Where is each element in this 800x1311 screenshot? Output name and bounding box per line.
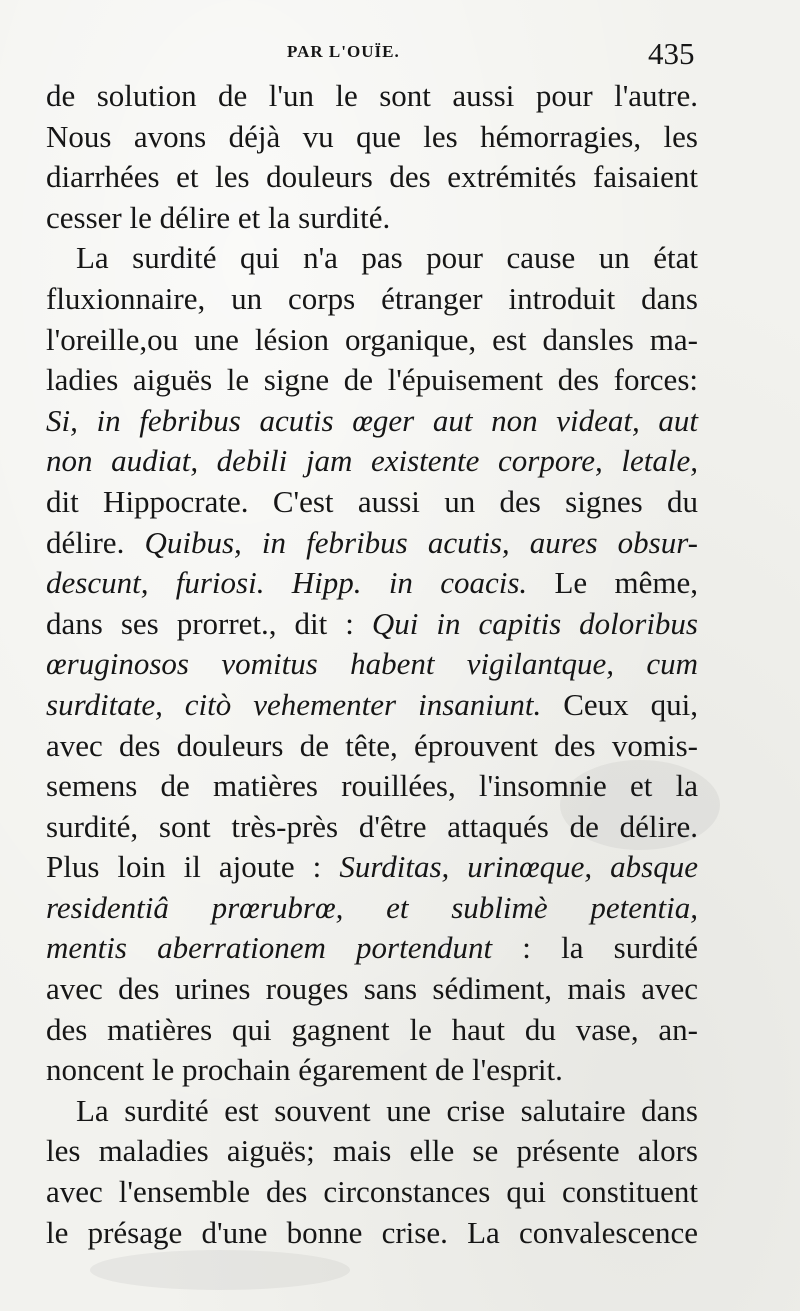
latin-quote-segment: Qui in capitis doloribus (371, 605, 698, 641)
text-segment: avec des douleurs de tête, éprouvent des vomis- (46, 727, 698, 763)
latin-quote-segment: non audiat, debili jam existente corpore, letale, (46, 443, 698, 479)
text-segment: dit Hippocrate. C'est aussi un des signes du (46, 483, 698, 519)
text-segment: dans ses prorret., dit : (46, 605, 372, 641)
text-line (46, 441, 698, 482)
text-line (46, 76, 698, 117)
text-segment: délire. (46, 524, 145, 560)
text-segment: Ceux qui, (541, 686, 698, 722)
text-segment: semens de matières rouillées, l'insomnie et la (46, 768, 698, 804)
page-number: 435 (648, 36, 695, 71)
text-line (46, 117, 698, 158)
text-line (46, 360, 698, 401)
text-line (46, 807, 698, 848)
text-segment: Plus loin il ajoute : (46, 849, 340, 885)
text-line (46, 726, 698, 767)
text-segment: des matières qui gagnent le haut du vase, an- (46, 1011, 698, 1047)
text-segment: Nous avons déjà vu que les hémorragies, les (46, 118, 698, 154)
latin-quote-segment: Surditas, urinœque, absque (339, 849, 699, 885)
text-line (46, 685, 698, 726)
text-segment: cesser le délire et la surdité. (46, 199, 391, 235)
text-line (46, 279, 698, 320)
text-segment: noncent le prochain égarement de l'esprit. (46, 1052, 563, 1088)
text-line (46, 198, 698, 239)
text-line (46, 482, 698, 523)
text-line (46, 563, 698, 604)
text-segment: avec l'ensemble des circonstances qui constituent (46, 1174, 698, 1210)
latin-quote-segment: residentiâ prœrubrœ, et sublimè petentia, (46, 889, 698, 925)
text-line (46, 928, 698, 969)
paper-stain (90, 1250, 350, 1290)
text-line (46, 604, 698, 645)
text-segment: Le même, (527, 565, 698, 601)
text-segment: avec des urines rouges sans sédiment, mais avec (46, 971, 698, 1007)
text-segment: ladies aiguës le signe de l'épuisement des forces: (46, 362, 698, 398)
text-segment: diarrhées et les douleurs des extrémités faisaient (46, 159, 698, 195)
text-line (46, 238, 698, 279)
text-line (46, 1131, 698, 1172)
latin-quote-segment: Quibus, in febribus acutis, aures obsur- (144, 524, 698, 560)
text-segment: l'oreille,ou une lésion organique, est dansles ma- (46, 321, 698, 357)
latin-quote-segment: œruginosos vomitus habent vigilantque, cum (46, 646, 698, 682)
text-line (46, 1010, 698, 1051)
text-line (46, 401, 698, 442)
text-line (46, 1050, 698, 1091)
text-line (46, 969, 698, 1010)
latin-quote-segment: descunt, furiosi. Hipp. in coacis. (46, 565, 528, 601)
text-segment: La surdité qui n'a pas pour cause un état (76, 240, 698, 276)
text-line (46, 888, 698, 929)
text-segment: de solution de l'un le sont aussi pour l'autre. (46, 78, 698, 113)
text-segment: les maladies aiguës; mais elle se présente alors (46, 1133, 698, 1169)
text-segment: La surdité est souvent une crise salutaire dans (76, 1092, 698, 1128)
latin-quote-segment: surditate, citò vehementer insaniunt. (46, 686, 542, 722)
text-line (46, 320, 698, 361)
text-segment: surdité, sont très-près d'être attaqués de délire. (46, 808, 698, 844)
text-line (46, 766, 698, 807)
text-line (46, 523, 698, 564)
text-line (46, 644, 698, 685)
latin-quote-segment: mentis aberrationem portendunt (46, 930, 493, 966)
text-line (46, 157, 698, 198)
latin-quote-segment: Si, in febribus acutis œger aut non videat, aut (46, 402, 698, 438)
text-line (46, 1091, 698, 1132)
text-line (46, 1213, 698, 1254)
text-segment: : la surdité (492, 930, 699, 966)
body-text (46, 76, 698, 1253)
text-line (46, 1172, 698, 1213)
running-head (0, 36, 800, 76)
text-segment: le présage d'une bonne crise. La convalescence (46, 1214, 698, 1250)
text-line (46, 847, 698, 888)
text-segment: fluxionnaire, un corps étranger introduit dans (46, 280, 698, 316)
running-head-title: PAR L'OUÏE. (287, 42, 400, 61)
